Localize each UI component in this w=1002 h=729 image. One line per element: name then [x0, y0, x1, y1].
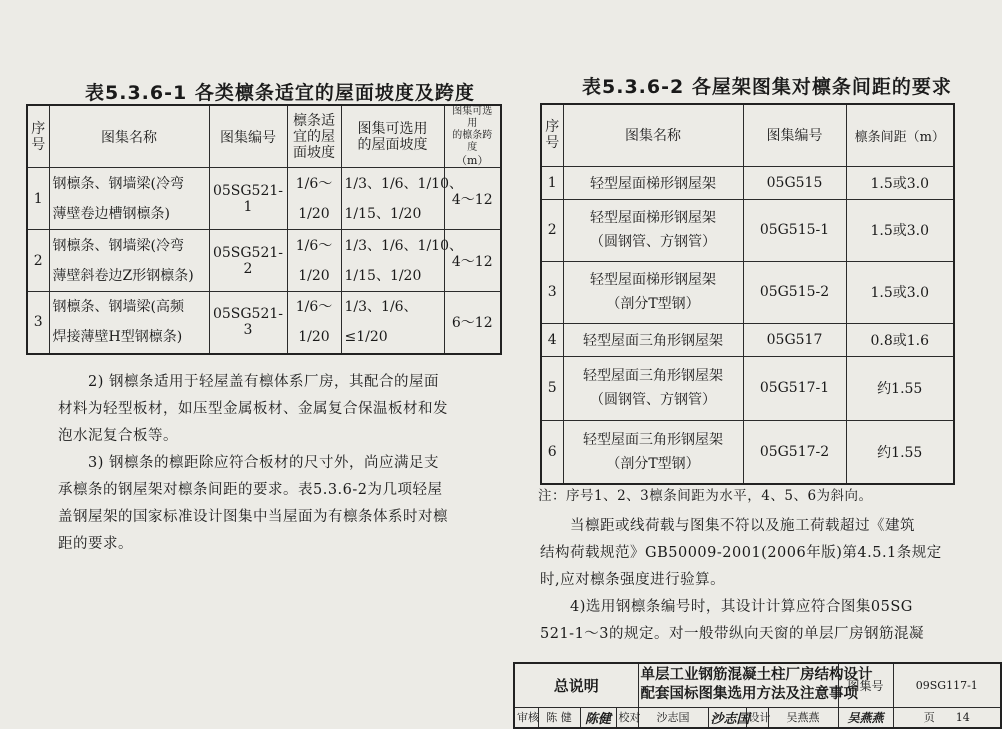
- table2-header-no: 序 号: [541, 104, 563, 166]
- table-row: [27, 230, 501, 292]
- row-no: 6: [541, 420, 563, 484]
- slope-span-table: [26, 104, 502, 355]
- row-name: 钢檩条、钢墙梁(高频 焊接薄壁H型钢檩条): [49, 292, 209, 354]
- row-no: 1: [27, 168, 49, 230]
- row-name: 钢檩条、钢墙梁(冷弯 薄壁斜卷边Z形钢檩条): [49, 230, 209, 292]
- page-label: 页: [923, 711, 935, 724]
- table2-title: 表5.3.6-2 各屋架图集对檩条间距的要求: [582, 76, 952, 98]
- left-text-line: 盖钢屋架的国家标准设计图集中当屋面为有檩条体系时对檩: [58, 509, 448, 525]
- row-roof-slope: 1/3、1/6、1/10、 1/15、1/20: [341, 230, 444, 292]
- designer-name: 吴燕燕: [768, 707, 838, 728]
- row-no: 2: [541, 199, 563, 261]
- checker-name: 沙志国: [638, 707, 708, 728]
- right-text-line: 521-1～3的规定。对一般带纵向天窗的单层厂房钢筋混凝: [540, 626, 925, 642]
- review-label: 审核: [514, 707, 538, 728]
- page-cell: [893, 707, 1001, 728]
- table1-header-name: 图集名称: [49, 105, 209, 168]
- row-span: 6～12: [444, 292, 501, 354]
- row-code: 05SG521-1: [209, 168, 287, 230]
- left-text-line: 距的要求。: [58, 536, 133, 552]
- row-no: 4: [541, 323, 563, 356]
- row-spacing: 1.5或3.0: [846, 199, 954, 261]
- table-row: [541, 261, 954, 323]
- table-row: [27, 292, 501, 354]
- left-text-line: 材料为轻型板材，如压型金属板材、金属复合保温板材和发: [58, 401, 448, 417]
- row-code: 05G515: [743, 166, 846, 199]
- row-slope: 1/6～ 1/20: [287, 168, 341, 230]
- row-no: 5: [541, 356, 563, 420]
- row-name: 钢檩条、钢墙梁(冷弯 薄壁卷边槽钢檩条): [49, 168, 209, 230]
- row-code: 05SG521-3: [209, 292, 287, 354]
- left-text-line: 泡水泥复合板等。: [58, 428, 178, 444]
- table2-header-spacing: 檩条间距（m）: [846, 104, 954, 166]
- section-label: 总说明: [514, 663, 638, 707]
- row-slope: 1/6～ 1/20: [287, 230, 341, 292]
- left-text-line: 2) 钢檩条适用于轻屋盖有檩体系厂房，其配合的屋面: [88, 374, 439, 390]
- row-spacing: 1.5或3.0: [846, 166, 954, 199]
- row-name: 轻型屋面三角形钢屋架 （圆钢管、方钢管）: [563, 356, 743, 420]
- table-row: [541, 199, 954, 261]
- right-text-line: 当檩距或线荷载与图集不符以及施工荷载超过《建筑: [570, 518, 915, 534]
- table2-header-name: 图集名称: [563, 104, 743, 166]
- row-spacing: 1.5或3.0: [846, 261, 954, 323]
- table1-header-slope: 檩条适 宜的屋 面坡度: [287, 105, 341, 168]
- row-no: 1: [541, 166, 563, 199]
- table-row: [541, 166, 954, 199]
- design-label: 设计: [746, 707, 768, 728]
- table1-header-roof: 图集可选用 的屋面坡度: [341, 105, 444, 168]
- row-code: 05G517-2: [743, 420, 846, 484]
- row-no: 2: [27, 230, 49, 292]
- row-name: 轻型屋面梯形钢屋架 （剖分T型钢）: [563, 261, 743, 323]
- table1-header-row: [27, 105, 501, 168]
- checker-signature: 沙志国: [708, 707, 746, 728]
- table1-header-no: 序 号: [27, 105, 49, 168]
- purlin-spacing-table: [540, 103, 955, 485]
- table-row: [27, 168, 501, 230]
- row-no: 3: [27, 292, 49, 354]
- row-name: 轻型屋面梯形钢屋架 （圆钢管、方钢管）: [563, 199, 743, 261]
- right-text-line: 结构荷载规范》GB50009-2001(2006年版)第4.5.1条规定: [540, 545, 942, 561]
- table-row: [541, 356, 954, 420]
- row-span: 4～12: [444, 168, 501, 230]
- designer-signature: 吴燕燕: [838, 707, 893, 728]
- reviewer-name: 陈 健: [538, 707, 580, 728]
- left-text-line: 3) 钢檩条的檩距除应符合板材的尺寸外，尚应满足支: [88, 455, 439, 471]
- table1-header-span: 图集可选用 的檩条跨度 （m）: [444, 105, 501, 168]
- table1-title: 表5.3.6-1 各类檩条适宜的屋面坡度及跨度: [85, 82, 475, 104]
- page-number: 14: [955, 711, 970, 724]
- table1-header-code: 图集编号: [209, 105, 287, 168]
- table2-header-code: 图集编号: [743, 104, 846, 166]
- table-row: [541, 420, 954, 484]
- reviewer-signature: 陈健: [580, 707, 616, 728]
- row-name: 轻型屋面三角形钢屋架 （剖分T型钢）: [563, 420, 743, 484]
- atlas-number: 09SG117-1: [893, 663, 1001, 707]
- table2-header-row: [541, 104, 954, 166]
- row-slope: 1/6～ 1/20: [287, 292, 341, 354]
- drawing-title: 单层工业钢筋混凝土柱厂房结构设计 配套国标图集选用方法及注意事项: [638, 663, 838, 707]
- atlas-number-label: 图集号: [838, 663, 893, 707]
- row-code: 05G517: [743, 323, 846, 356]
- row-code: 05SG521-2: [209, 230, 287, 292]
- title-block: [513, 662, 1002, 729]
- right-text-line: 4)选用钢檩条编号时，其设计计算应符合图集05SG: [570, 599, 913, 615]
- table-note: 注：序号1、2、3檩条间距为水平，4、5、6为斜向。: [538, 488, 873, 504]
- row-name: 轻型屋面梯形钢屋架: [563, 166, 743, 199]
- row-span: 4～12: [444, 230, 501, 292]
- right-text-line: 时,应对檩条强度进行验算。: [540, 572, 726, 588]
- row-spacing: 约1.55: [846, 356, 954, 420]
- left-text-line: 承檩条的钢屋架对檩条间距的要求。表5.3.6-2为几项轻屋: [58, 482, 443, 498]
- row-code: 05G515-1: [743, 199, 846, 261]
- row-roof-slope: 1/3、1/6、1/10、 1/15、1/20: [341, 168, 444, 230]
- row-code: 05G517-1: [743, 356, 846, 420]
- table-row: [541, 323, 954, 356]
- row-roof-slope: 1/3、1/6、 ≤1/20: [341, 292, 444, 354]
- row-code: 05G515-2: [743, 261, 846, 323]
- row-no: 3: [541, 261, 563, 323]
- row-name: 轻型屋面三角形钢屋架: [563, 323, 743, 356]
- row-spacing: 0.8或1.6: [846, 323, 954, 356]
- check-label: 校对: [616, 707, 638, 728]
- row-spacing: 约1.55: [846, 420, 954, 484]
